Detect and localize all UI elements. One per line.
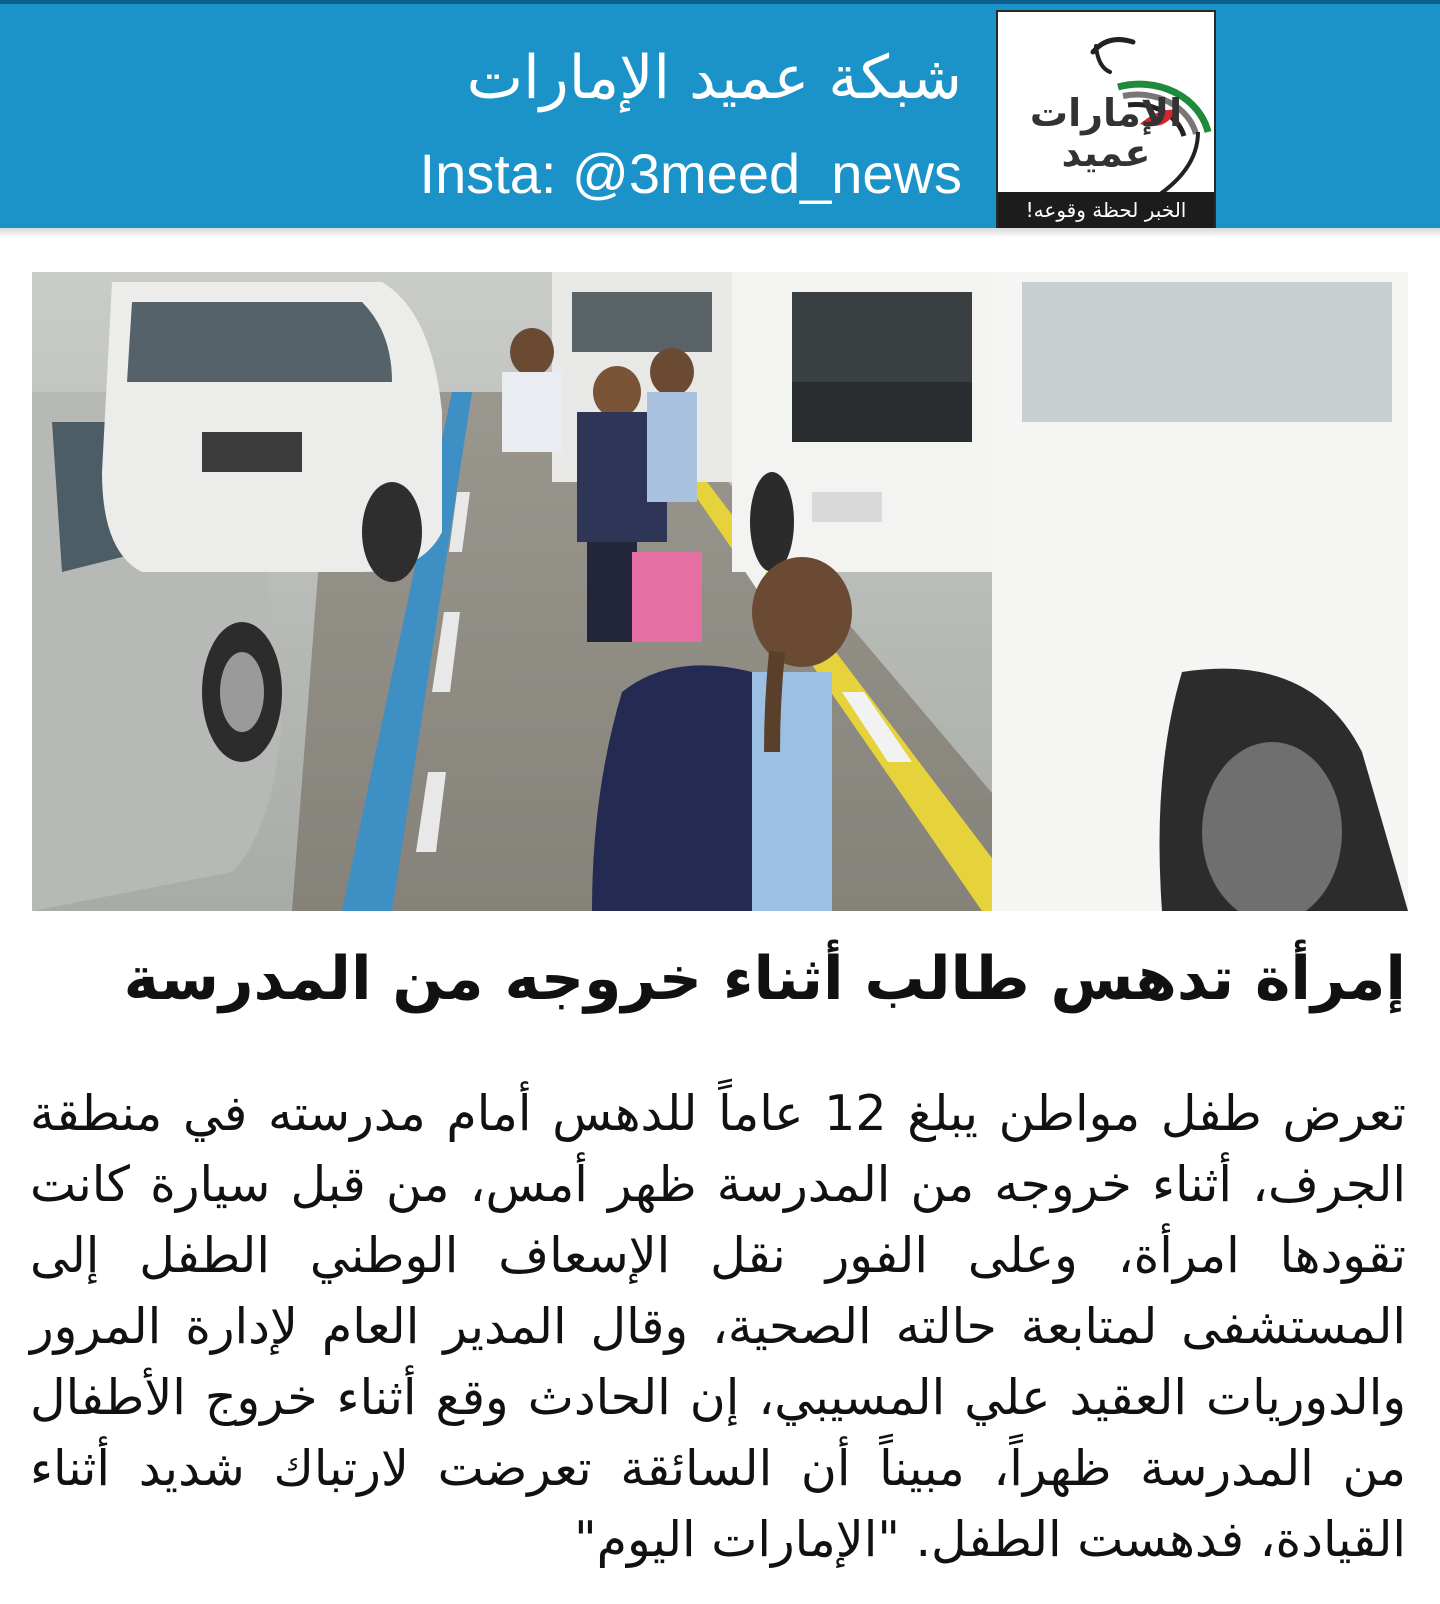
logo-name: الإمارات عميد bbox=[1029, 91, 1183, 175]
article-body: تعرض طفل مواطن يبلغ 12 عاماً للدهس أمام مدرسته في منطقة الجرف، أثناء خروجه من المدرسة ظهر أمس، من قبل سيارة كانت تقودها امرأة، وعلى الفور نقل الإسعاف الوطني الطفل إلى المستشفى لمتابعة حالته الصحية، وقال المدير العام لإدارة المرور والدوريات العقيد علي المسيبي، إن الحادث وقع أثناء خروج الأطفال من المدرسة ظهراً، مبيناً أن السائقة تعرضت لارتباك شديد أثناء القيادة، فدهست الطفل. "الإمارات اليوم" bbox=[30, 1085, 1406, 1568]
school-street-photo-icon bbox=[32, 272, 1408, 911]
header-bar bbox=[0, 0, 1440, 228]
instagram-handle[interactable]: Insta: @3meed_news bbox=[419, 142, 962, 205]
article-headline: إمرأة تدهس طالب أثناء خروجه من المدرسة bbox=[123, 944, 1406, 1014]
header-shadow bbox=[0, 228, 1440, 238]
logo-tagline: الخبر لحظة وقوعه! bbox=[998, 192, 1214, 228]
channel-title: شبكة عميد الإمارات bbox=[466, 43, 962, 113]
news-photo bbox=[32, 272, 1408, 911]
channel-logo bbox=[996, 10, 1216, 230]
